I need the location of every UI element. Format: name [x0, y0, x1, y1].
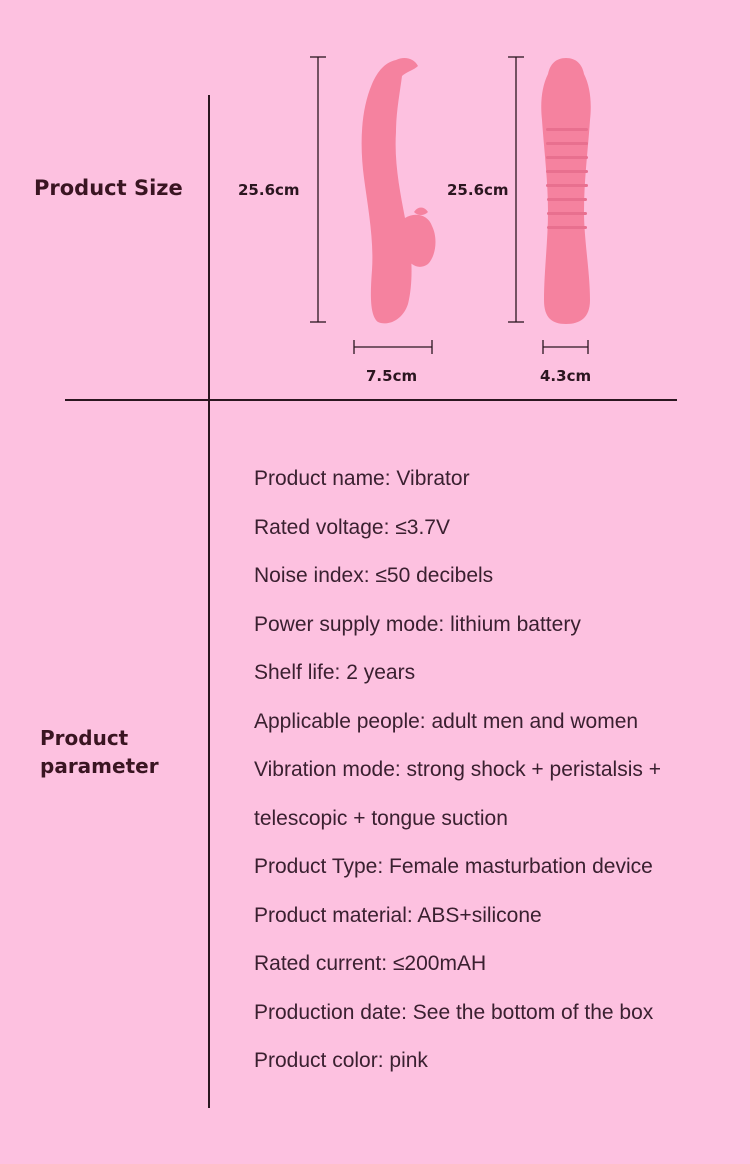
product-b-shape	[541, 58, 591, 324]
param-rated-current: Rated current: ≤200mAH	[254, 952, 487, 975]
product-parameter-heading	[40, 724, 200, 780]
height-marker-a	[310, 57, 326, 322]
param-applicable-people: Applicable people: adult men and women	[254, 709, 639, 733]
product-a-height: 25.6cm	[238, 181, 300, 199]
height-marker-b	[508, 57, 524, 322]
width-marker-b	[543, 340, 588, 354]
parameter-list	[254, 455, 734, 1086]
param-shelf-life: Shelf life: 2 years	[254, 661, 416, 684]
param-vibration-mode: Vibration mode: strong shock + peristalsis + telescopic + tongue suction	[254, 758, 661, 830]
product-b-width: 4.3cm	[540, 367, 592, 385]
param-production-date: Production date: See the bottom of the box	[254, 1000, 654, 1024]
param-noise-index: Noise index: ≤50 decibels	[254, 564, 494, 587]
product-a-width: 7.5cm	[366, 367, 418, 385]
product-a-shape	[362, 58, 436, 323]
product-size-illustration	[0, 0, 750, 400]
param-product-name: Product name: Vibrator	[254, 467, 470, 490]
parameter-heading-line1: Product	[40, 726, 129, 750]
param-material: Product material: ABS+silicone	[254, 903, 542, 927]
param-power-supply: Power supply mode: lithium battery	[254, 612, 581, 636]
product-b-height: 25.6cm	[447, 181, 509, 199]
param-rated-voltage: Rated voltage: ≤3.7V	[254, 515, 450, 539]
param-product-type: Product Type: Female masturbation device	[254, 855, 653, 878]
parameter-heading-line2: parameter	[40, 754, 159, 778]
param-product-color: Product color: pink	[254, 1049, 428, 1072]
width-marker-a	[354, 340, 432, 354]
product-size-heading: Product Size	[34, 176, 183, 200]
